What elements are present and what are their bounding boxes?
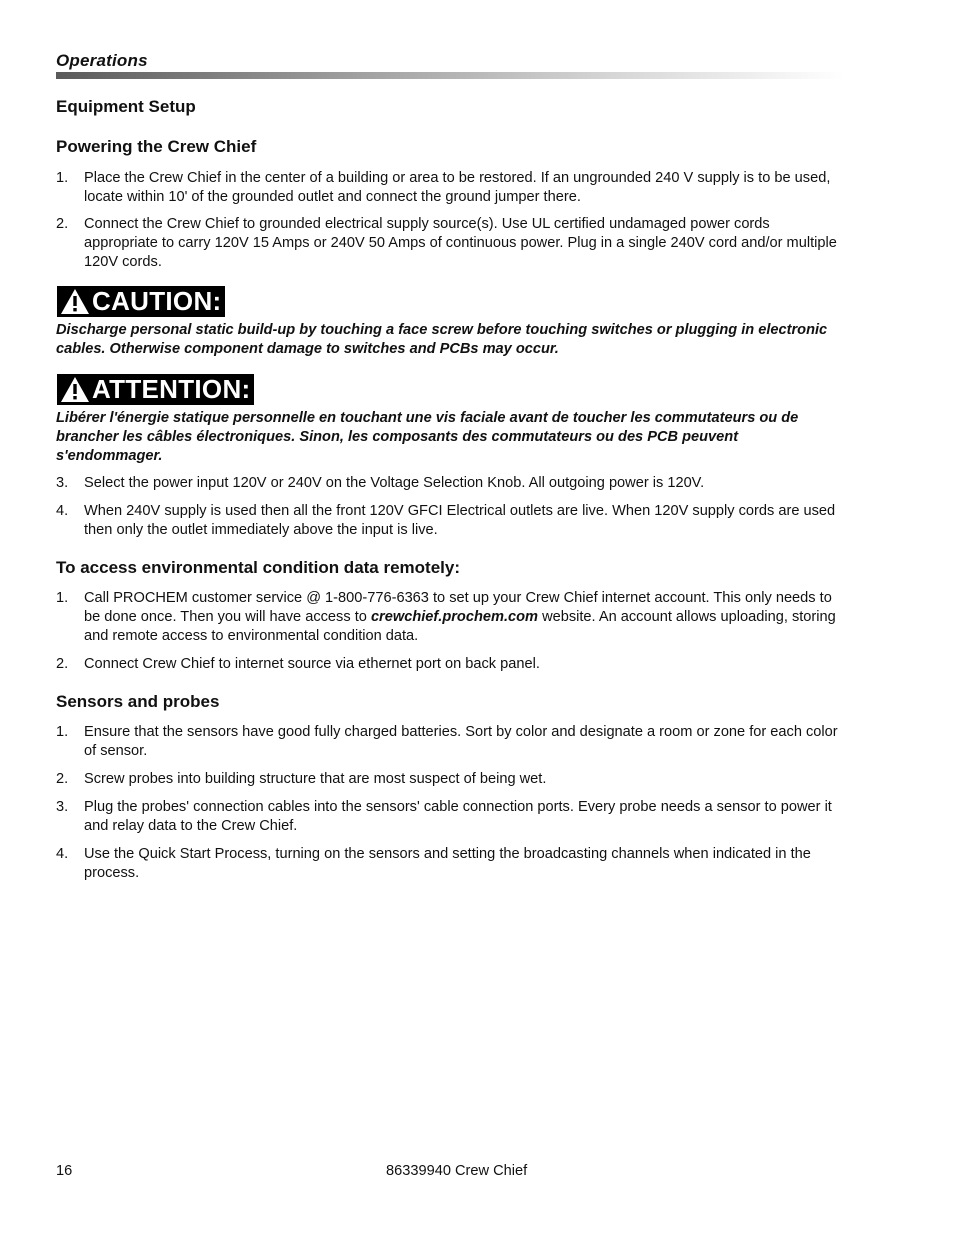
list-text-part: Call PROCHEM customer service @ 1-800-776-6363 to set up your Crew Chief internet account. This only needs to be done once. Then you will have access to — [84, 590, 832, 625]
list-number: 1. — [56, 724, 69, 740]
list-item — [56, 845, 844, 883]
list-text-part: website. An account allows uploading, storing and remote access to environmental condition data. — [84, 609, 836, 644]
list-item — [56, 215, 844, 272]
caution-text: Discharge personal static build-up by touching a face screw before touching switches or plugging in electronic cables. Otherwise component damage to switches and PCBs may occur. — [56, 322, 828, 357]
attention-text: Libérer l'énergie statique personnelle en touchant une vis faciale avant de toucher les commutateurs ou de brancher les câbles électroniques. Sinon, les composants des commutateurs ou des PCB peuvent s'endommager. — [56, 410, 799, 464]
sensors-heading: Sensors and probes — [56, 692, 220, 711]
page-number: 16 — [56, 1163, 73, 1179]
list-number: 3. — [56, 799, 69, 815]
list-number: 2. — [56, 771, 69, 787]
list-number: 4. — [56, 846, 69, 862]
caution-banner — [57, 286, 225, 317]
list-number: 2. — [56, 216, 69, 232]
list-text — [84, 589, 844, 646]
list-item — [56, 474, 844, 493]
powering-heading: Powering the Crew Chief — [56, 137, 257, 156]
list-text: Connect the Crew Chief to grounded electrical supply source(s). Use UL certified undamaged power cords appropriate to carry 120V 15 Amps or 240V 50 Amps of continuous power. Plug in a single 240V cord and/or multiple 120V cords. — [84, 216, 837, 270]
list-text: Plug the probes' connection cables into the sensors' cable connection ports. Every probe needs a sensor to power it and relay data to the Crew Chief. — [84, 799, 832, 834]
section-header: Operations — [56, 51, 148, 70]
website-link[interactable]: crewchief.prochem.com — [370, 609, 539, 625]
list-item — [56, 589, 844, 646]
list-text: Place the Crew Chief in the center of a building or area to be restored. If an ungrounded 240 V supply is to be used, locate within 10' of the grounded outlet and connect the ground jumper there. — [84, 170, 831, 205]
list-item — [56, 798, 844, 836]
list-item — [56, 723, 844, 761]
list-text: Use the Quick Start Process, turning on the sensors and setting the broadcasting channels when indicated in the process. — [84, 846, 811, 881]
list-item — [56, 770, 844, 789]
list-number: 1. — [56, 170, 69, 186]
warning-triangle-icon — [60, 288, 90, 315]
list-text: When 240V supply is used then all the front 120V GFCI Electrical outlets are live. When 120V supply cords are used then only the outlet immediately above the input is live. — [84, 503, 836, 538]
header-rule — [56, 72, 844, 79]
caution-label: CAUTION: — [92, 286, 222, 316]
doc-info: 86339940 Crew Chief — [386, 1163, 528, 1179]
list-item — [56, 655, 844, 674]
attention-banner — [57, 374, 254, 405]
attention-label: ATTENTION: — [92, 374, 251, 404]
list-number: 1. — [56, 590, 69, 606]
warning-triangle-icon — [60, 376, 90, 403]
list-number: 4. — [56, 503, 69, 519]
equipment-setup-heading: Equipment Setup — [56, 97, 196, 116]
list-number: 3. — [56, 475, 69, 491]
list-number: 2. — [56, 656, 69, 672]
remote-access-heading: To access environmental condition data remotely: — [56, 558, 461, 577]
list-text: Select the power input 120V or 240V on the Voltage Selection Knob. All outgoing power is 120V. — [84, 475, 705, 491]
list-text: Ensure that the sensors have good fully charged batteries. Sort by color and designate a room or zone for each color of sensor. — [84, 724, 838, 759]
list-text: Connect Crew Chief to internet source via ethernet port on back panel. — [84, 656, 540, 672]
list-item — [56, 502, 844, 540]
list-text: Screw probes into building structure that are most suspect of being wet. — [84, 771, 547, 787]
list-item — [56, 169, 844, 207]
